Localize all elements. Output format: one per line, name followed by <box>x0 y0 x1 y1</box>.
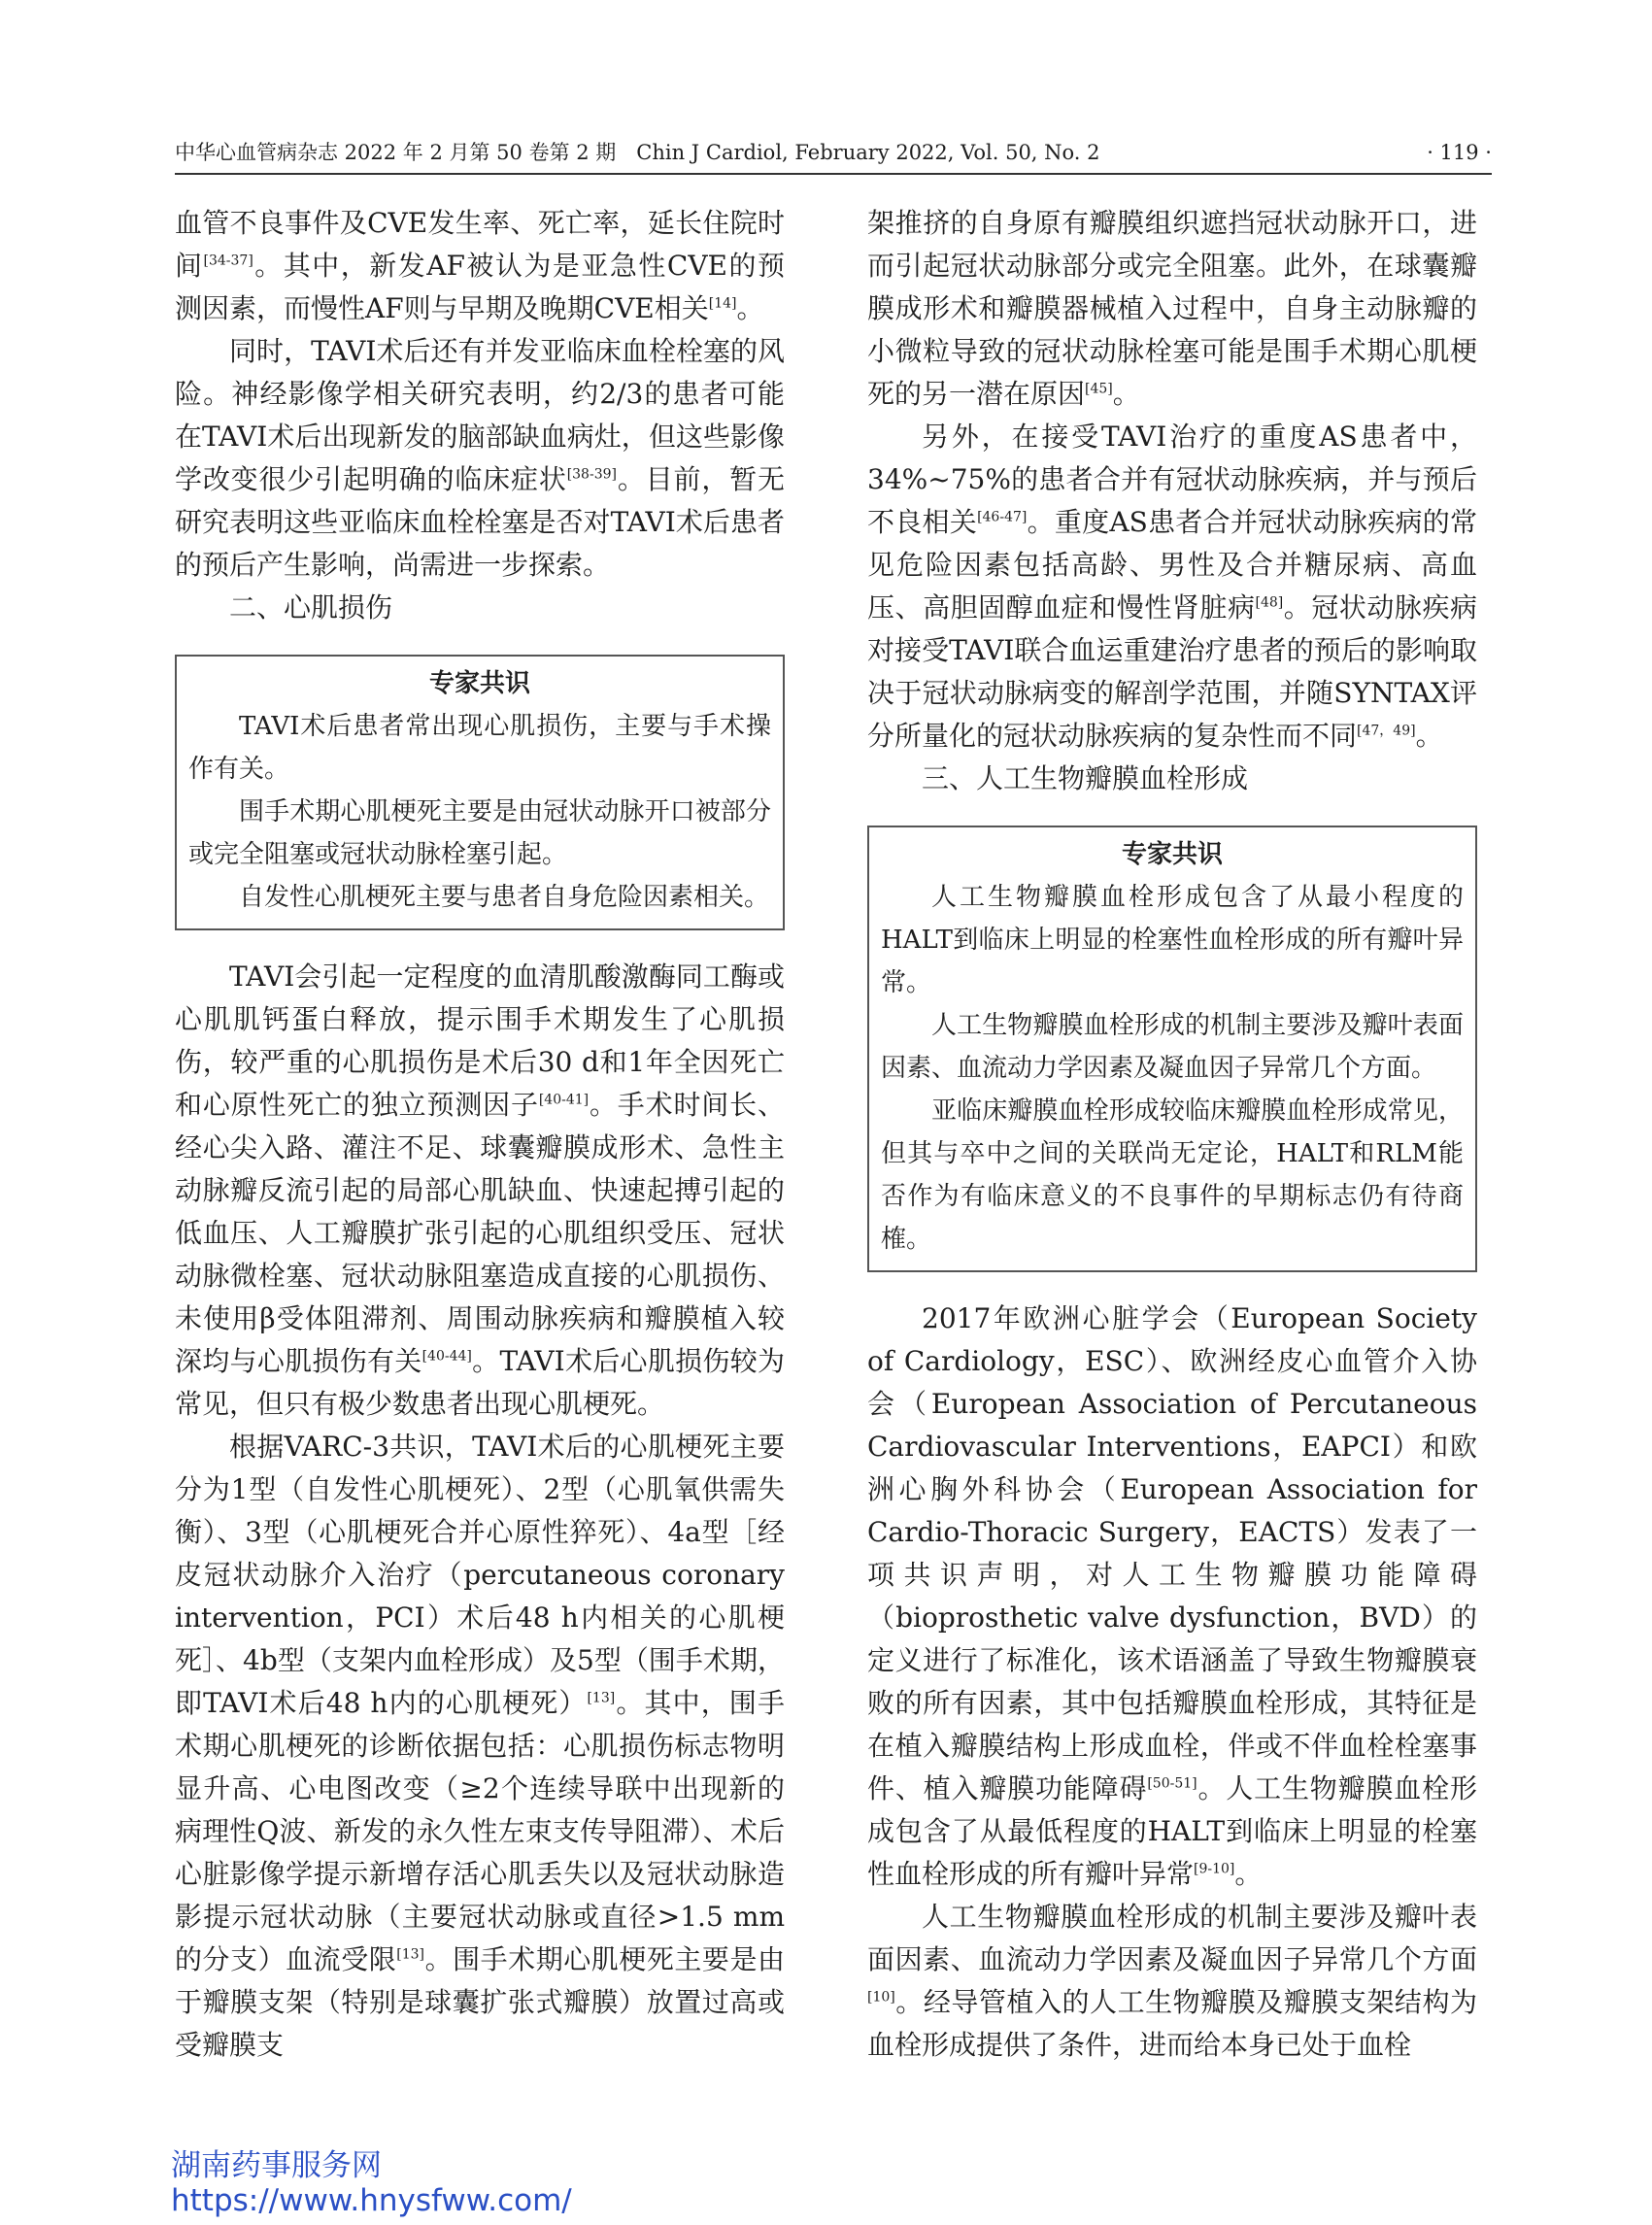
citation-ref[interactable]: [10] <box>867 1989 895 2006</box>
citation-ref[interactable]: [40-44] <box>421 1348 472 1365</box>
paragraph: 另外，在接受TAVI治疗的重度AS患者中，34%~75%的患者合并有冠状动脉疾病，并与预后不良相关[46-47]。重度AS患者合并冠状动脉疾病的常见危险因素包括高龄、男性及合并糖尿病、高血压、高胆固醇血症和慢性肾脏病[48]。冠状动脉疾病对接受TAVI联合血运重建治疗患者的预后的影响取决于冠状动脉病变的解剖学范围，并随SYNTAX评分所量化的冠状动脉疾病的复杂性而不同[47，49]。 <box>867 421 1477 752</box>
citation-ref[interactable]: [13] <box>587 1690 616 1706</box>
citation-ref[interactable]: [50-51] <box>1147 1775 1197 1792</box>
header-divider <box>175 173 1492 175</box>
paragraph: 血管不良事件及CVE发生率、死亡率，延长住院时间[34-37]。其中，新发AF被认为是亚急性CVE的预测因素，而慢性AF则与早期及晚期CVE相关[14]。 <box>175 207 785 324</box>
right-column <box>867 202 1477 2067</box>
consensus-item: TAVI术后患者常出现心肌损伤，主要与手术操作有关。 <box>188 712 771 784</box>
page-number: · 119 · <box>1427 141 1492 164</box>
consensus-item: 围手术期心肌梗死主要是由冠状动脉开口被部分或完全阻塞或冠状动脉栓塞引起。 <box>188 797 771 869</box>
citation-ref[interactable]: [47，49] <box>1357 723 1416 739</box>
journal-citation: 中华心血管病杂志 2022 年 2 月第 50 卷第 2 期 Chin J Cardiol, February 2022, Vol. 50, No. 2 <box>175 141 1100 164</box>
citation-ref[interactable]: [34-37] <box>203 253 253 269</box>
expert-consensus-box <box>175 655 785 930</box>
citation-ref[interactable]: [14] <box>708 295 737 312</box>
consensus-item: 人工生物瓣膜血栓形成的机制主要涉及瓣叶表面因素、血流动力学因素及凝血因子异常几个方面。 <box>881 1011 1464 1083</box>
citation-ref[interactable]: [13] <box>396 1946 425 1963</box>
citation-ref[interactable]: [48] <box>1255 594 1284 611</box>
watermark-url[interactable]: https://www.hnysfww.com/ <box>171 2183 572 2218</box>
paragraph: 人工生物瓣膜血栓形成的机制主要涉及瓣叶表面因素、血流动力学因素及凝血因子异常几个方面[10]。经导管植入的人工生物瓣膜及瓣膜支架结构为血栓形成提供了条件，进而给本身已处于血栓 <box>867 1901 1477 2061</box>
site-watermark <box>171 2148 572 2218</box>
paragraph: TAVI会引起一定程度的血清肌酸激酶同工酶或心肌肌钙蛋白释放，提示围手术期发生了心肌损伤，较严重的心肌损伤是术后30 d和1年全因死亡和心原性死亡的独立预测因子[40-41]。手术时间长、经心尖入路、灌注不足、球囊瓣膜成形术、急性主动脉瓣反流引起的局部心肌缺血、快速起搏引起的低血压、人工瓣膜扩张引起的心肌组织受压、冠状动脉微栓塞、冠状动脉阻塞造成直接的心肌损伤、未使用β受体阻滞剂、周围动脉疾病和瓣膜植入较深均与心肌损伤有关[40-44]。TAVI术后心肌损伤较为常见，但只有极少数患者出现心肌梗死。 <box>175 961 785 1420</box>
expert-consensus-box <box>867 826 1477 1272</box>
section-heading: 三、人工生物瓣膜血栓形成 <box>922 762 1249 794</box>
consensus-item: 亚临床瓣膜血栓形成较临床瓣膜血栓形成常见，但其与卒中之间的关联尚无定论，HALT和RLM能否作为有临床意义的不良事件的早期标志仍有待商榷。 <box>881 1096 1464 1254</box>
citation-ref[interactable]: [40-41] <box>538 1092 590 1108</box>
citation-ref[interactable]: [46-47] <box>977 509 1028 525</box>
citation-ref[interactable]: [9-10] <box>1194 1861 1235 1877</box>
running-header <box>175 136 1492 169</box>
paragraph: 2017年欧洲心脏学会（European Society of Cardiology，ESC）、欧洲经皮心血管介入协会（European Association of Percutaneous Cardiovascular Interventions，EAPCI）和欧洲心胸外科协会（European Association for Cardio-Thoracic Surgery，EACTS）发表了一项共识声明，对人工生物瓣膜功能障碍（bioprosthetic valve dysfunction，BVD）的定义进行了标准化，该术语涵盖了导致生物瓣膜衰败的所有因素，其中包括瓣膜血栓形成，其特征是在植入瓣膜结构上形成血栓，伴或不伴血栓栓塞事件、植入瓣膜功能障碍[50-51]。人工生物瓣膜血栓形成包含了从最低程度的HALT到临床上明显的栓塞性血栓形成的所有瓣叶异常[9-10]。 <box>867 1302 1477 1890</box>
citation-ref[interactable]: [45] <box>1085 381 1113 397</box>
consensus-item: 自发性心肌梗死主要与患者自身危险因素相关。 <box>239 883 770 912</box>
paragraph: 根据VARC-3共识，TAVI术后的心肌梗死主要分为1型（自发性心肌梗死）、2型（心肌氧供需失衡）、3型（心肌梗死合并心原性猝死）、4a型［经皮冠状动脉介入治疗（percutaneous coronary intervention，PCI）术后48 h内相关的心肌梗死］、4b型（支架内血栓形成）及5型（围手术期，即TAVI术后48 h内的心肌梗死）[13]。其中，围手术期心肌梗死的诊断依据包括：心肌损伤标志物明显升高、心电图改变（≥2个连续导联中出现新的病理性Q波、新发的永久性左束支传导阻滞）、术后心脏影像学提示新增存活心肌丢失以及冠状动脉造影提示冠状动脉（主要冠状动脉或直径>1.5 mm的分支）血流受限[13]。围手术期心肌梗死主要是由于瓣膜支架（特别是球囊扩张式瓣膜）放置过高或受瓣膜支 <box>175 1431 785 2061</box>
consensus-title: 专家共识 <box>428 669 530 698</box>
section-heading: 二、心肌损伤 <box>229 591 393 624</box>
consensus-item: 人工生物瓣膜血栓形成包含了从最小程度的HALT到临床上明显的栓塞性血栓形成的所有瓣叶异常。 <box>881 883 1464 997</box>
watermark-site-name: 湖南药事服务网 <box>171 2148 382 2183</box>
paragraph: 同时，TAVI术后还有并发亚临床血栓栓塞的风险。神经影像学相关研究表明，约2/3的患者可能在TAVI术后出现新发的脑部缺血病灶，但这些影像学改变很少引起明确的临床症状[38-39]。目前，暂无研究表明这些亚临床血栓栓塞是否对TAVI术后患者的预后产生影响，尚需进一步探索。 <box>175 335 785 581</box>
consensus-title: 专家共识 <box>1121 840 1223 869</box>
paragraph: 架推挤的自身原有瓣膜组织遮挡冠状动脉开口，进而引起冠状动脉部分或完全阻塞。此外，在球囊瓣膜成形术和瓣膜器械植入过程中，自身主动脉瓣的小微粒导致的冠状动脉栓塞可能是围手术期心肌梗死的另一潜在原因[45]。 <box>867 207 1477 410</box>
citation-ref[interactable]: [38-39] <box>566 466 617 483</box>
left-column <box>175 202 785 2067</box>
